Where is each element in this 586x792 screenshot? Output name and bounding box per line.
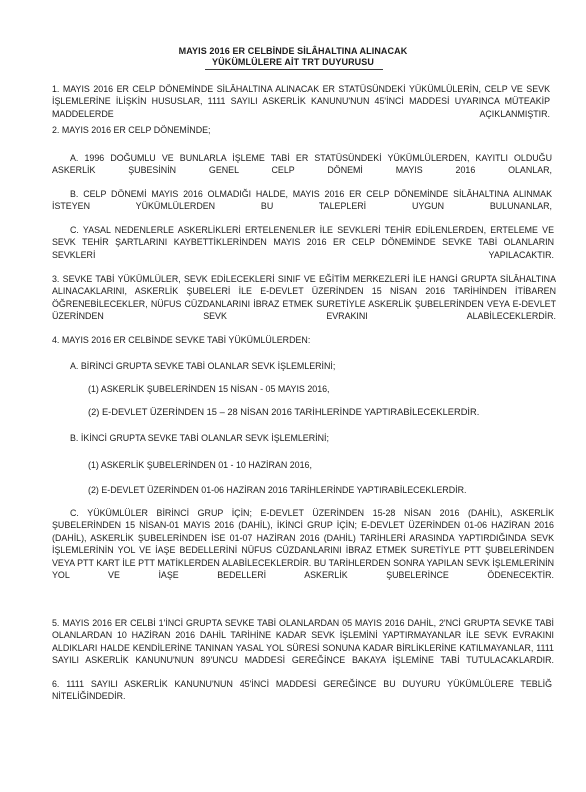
title-underline (205, 69, 383, 70)
paragraph-2-text: 2. MAYIS 2016 ER CELP DÖNEMİNDE; (52, 125, 211, 135)
paragraph-4a-text: A. BİRİNCİ GRUPTA SEVKE TABİ OLANLAR SEVK İŞLEMLERİNİ; (70, 361, 336, 371)
paragraph-2b-text: B. CELP DÖNEMİ MAYIS 2016 OLMADIĞI HALDE, MAYIS 2016 ER CELP DÖNEMİNDE SİLÂHALTINA ALINMAK İSTEYEN YÜKÜMLÜLERDEN BU TALEPLERİ UYGUN BULUNANLAR, (52, 189, 552, 212)
paragraph-4b1-text: (1) ASKERLİK ŞUBELERİNDEN 01 - 10 HAZİRAN 2016, (88, 460, 312, 470)
paragraph-4a (70, 360, 550, 372)
paragraph-5-text: 5. MAYIS 2016 ER CELBİ 1'İNCİ GRUPTA SEVKE TABİ OLANLARDAN 05 MAYIS 2016 DAHİL, 2'NCİ GRUPTA SEVKE TABİ OLANLARDAN 10 HAZİRAN 2016 DAHİL TARİHİNE KADAR SEVK İŞLEMİNİ YAPTIRMAYANLAR İLE SEVK EVRAKINI ALDIKLARI HALDE KENDİLERİNE TANINAN YASAL YOL SÜRESİ SONUNA KADAR BİRLİKLERİNE KATILMAYANLAR, 1111 SAYILI ASKERLİK KANUNU'NUN 89'UNCU MADDESİ GEREĞİNCE BAKAYA İŞLEMİNE TABİ TUTULACAKLARDIR. (52, 618, 554, 666)
paragraph-1-text: 1. MAYIS 2016 ER CELP DÖNEMİNDE SİLÂHALTINA ALINACAK ER STATÜSÜNDEKİ YÜKÜMLÜLERİN, CELP VE SEVK İŞLEMLERİNE İLİŞKİN HUSUSLAR, 1111 SAYILI ASKERLİK KANUNU'NUN 45'İNCİ MADDESİ UYARINCA MÜTEAKİP MADDELERDE AÇIKLANMIŞTIR. (52, 84, 550, 119)
paragraph-3 (52, 273, 556, 335)
paragraph-2b (52, 188, 552, 225)
paragraph-6 (52, 678, 552, 715)
paragraph-4c-text: C. YÜKÜMLÜLER BİRİNCİ GRUP İÇİN; E-DEVLET ÜZERİNDEN 15-28 NİSAN 2016 (DAHİL), ASKERLİK ŞUBELERİNDEN 15 NİSAN-01 MAYIS 2016 (DAHİL), İKİNCİ GRUP İÇİN; E-DEVLET ÜZERİNDEN 01-06 HAZİRAN 2016 (DAHİL), ASKERLİK ŞUBELERİNDEN İSE 01-07 HAZİRAN 2016 (DAHİL) TARİHLERİ ARASINDA YAPTIRDIĞINDA SEVK İŞLEMLERİNİN YOL VE İAŞE BEDELLERİNİ NÜFUS CÜZDANLARINI İBRAZ ETMEK SURETİYLE PTT ŞUBELERİNDEN VEYA PTT KART İLE PTT MATİKLERDEN ALABİLECEKLERDİR. BU TARİHLERDEN SONRA YAPILAN SEVK İŞLEMLERİNİN YOL VE İAŞE BEDELLERİ ASKERLİK ŞUBELERİNCE ÖDENECEKTİR. (52, 508, 554, 581)
document-title-line-2: YÜKÜMLÜLERE AİT TRT DUYURUSU (212, 57, 374, 67)
paragraph-4-text: 4. MAYIS 2016 ER CELBİNDE SEVKE TABİ YÜKÜMLÜLERDEN: (52, 335, 311, 345)
paragraph-2c-text: C. YASAL NEDENLERLE ASKERLİKLERİ ERTELENENLER İLE SEVKLERİ TEHİR EDİLENLERDEN, ERTELEME VE SEVK TEHİR ŞARTLARINI KAYBETTİKLERİNDEN MAYIS 2016 ER CELP DÖNEMİNDE SEVKE TABİ OLANLARIN SEVKLERİ YAPILACAKTIR. (52, 225, 554, 260)
paragraph-4b2-text: (2) E-DEVLET ÜZERİNDEN 01-06 HAZİRAN 2016 TARİHLERİNDE YAPTIRABİLECEKLERDİR. (88, 485, 467, 495)
paragraph-4b1 (88, 459, 548, 471)
paragraph-2a-text: A. 1996 DOĞUMLU VE BUNLARLA İŞLEME TABİ ER STATÜSÜNDEKİ YÜKÜMLÜLERDEN, KAYITLI OLDUĞU ASKERLİK ŞUBESİNİN GENEL CELP DÖNEMİ MAYIS 2016 OLANLAR, (52, 153, 552, 176)
paragraph-4 (52, 334, 550, 346)
paragraph-4a2 (88, 406, 548, 418)
paragraph-4b2 (88, 484, 548, 496)
paragraph-2c (52, 224, 554, 274)
paragraph-4b-text: B. İKİNCİ GRUPTA SEVKE TABİ OLANLAR SEVK İŞLEMLERİNİ; (70, 433, 329, 443)
paragraph-3-text: 3. SEVKE TABİ YÜKÜMLÜLER, SEVK EDİLECEKLERİ SINIF VE EĞİTİM MERKEZLERİ İLE HANGİ GRUPTA SİLÂHALTINA ALINACAKLARINI, ASKERLİK ŞUBELERİ İLE E-DEVLET ÜZERİNDEN 15 NİSAN 2016 TARİHİNDEN İTİBAREN ÖĞRENEBİLECEKLER, NÜFUS CÜZDANLARINI İBRAZ ETMEK SURETİYLE ASKERLİK ŞUBELERİNDEN VEYA E-DEVLET ÜZERİNDEN SEVK EVRAKINI ALABİLECEKLERDİR. (52, 274, 556, 322)
paragraph-4c (52, 507, 554, 594)
paragraph-4a2-text: (2) E-DEVLET ÜZERİNDEN 15 – 28 NİSAN 2016 TARİHLERİNDE YAPTIRABİLECEKLERDİR. (88, 407, 480, 417)
paragraph-2 (52, 124, 550, 136)
paragraph-4b (70, 432, 550, 444)
paragraph-6-text: 6. 1111 SAYILI ASKERLİK KANUNU'NUN 45'İNCİ MADDESİ GEREĞİNCE BU DUYURU YÜKÜMLÜLERE TEBLİĞ NİTELİĞİNDEDİR. (52, 679, 552, 702)
paragraph-2a (52, 152, 552, 189)
paragraph-5 (52, 617, 554, 679)
document-title-line-1: MAYIS 2016 ER CELBİNDE SİLÂHALTINA ALINACAK (178, 46, 408, 56)
paragraph-4a1-text: (1) ASKERLİK ŞUBELERİNDEN 15 NİSAN - 05 MAYIS 2016, (88, 384, 330, 394)
paragraph-4a1 (88, 383, 548, 395)
